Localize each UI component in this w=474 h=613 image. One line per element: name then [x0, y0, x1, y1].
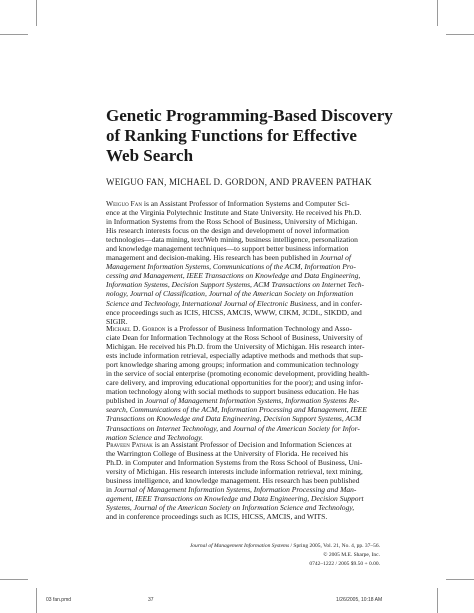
footer-page: 37: [148, 597, 154, 603]
author-name: Weiguo Fan: [106, 199, 142, 208]
title-line: of Ranking Functions for Effective: [106, 126, 357, 145]
journal-name: Journal of Management Information Systems: [189, 543, 290, 549]
crop-mark-top-right-horizontal: [446, 34, 474, 35]
crop-mark-bottom-left-horizontal: [0, 579, 28, 580]
author-bio-fan: Weiguo Fan is an Assistant Professor of Information Systems and Computer Sci- ence at the Virginia Polytechnic Institute and State University. He received his Ph.D. in Information Systems from the Ross School of Business, University of Michigan. His research interests focus on the design and development of novel information technologies—data mining, text/Web mining, business intelligence, personalization and knowledge management techniques—to support better business information management and decision-making. His research has been published in Journal of Management Information Systems, Communications of the ACM, Information Pro- cessing and Management, IEEE Transactions on Knowledge and Data Engineering, Information Systems, Decision Support Systems, ACM Transactions on Internet Tech- nology, Journal of Classification, Journal of the American Society on Information Science and Technology, International Journal of Electronic Business, and in confer- ence proceedings such as ICIS, HICSS, AMCIS, WWW, CIKM, JCDL, SIKDD, and SIGIR.: [106, 199, 365, 326]
title-line: Genetic Programming-Based Discovery: [106, 106, 393, 125]
crop-mark-top-left-vertical: [36, 0, 37, 26]
author-name: Praveen Pathak: [106, 440, 153, 449]
crop-mark-top-right-vertical: [437, 0, 438, 26]
crop-mark-bottom-right-horizontal: [446, 579, 474, 580]
crop-mark-bottom-right-vertical: [437, 588, 438, 613]
journal-info: Journal of Management Information Systems / Spring 2005, Vol. 21, No. 4, pp. 37–56. © 2005 M.E. Sharpe, Inc. 0742–1222 / 2005 $9.50 + 0.00.: [170, 542, 380, 569]
author-name: Michael D. Gordon: [106, 324, 166, 333]
footer-date: 1/26/2005, 10:18 AM: [336, 597, 383, 603]
author-bio-pathak: Praveen Pathak is an Assistant Professor of Decision and Information Sciences at the Warrington College of Business at the University of Florida. He received his Ph.D. in Computer and Information Systems from the Ross School of Business, Uni- versity of Michigan. His research interests include information retrieval, text mining, business intelligence, and knowledge management. His research has been published in Journal of Management Information Systems, Information Processing and Man- agement, IEEE Transactions on Knowledge and Data Engineering, Decision Support Systems, Journal of the American Society on Information Science and Technology, and in conference proceedings such as ICIS, HICSS, AMCIS, and WITS.: [106, 440, 364, 522]
crop-mark-top-left-horizontal: [0, 34, 28, 35]
footer-file: 03 fan.pmd: [46, 597, 72, 603]
issn: 0742–1222 / 2005 $9.50 + 0.00.: [309, 561, 380, 567]
title-line: Web Search: [106, 146, 194, 165]
copyright: © 2005 M.E. Sharpe, Inc.: [323, 552, 380, 558]
author-list: WEIGUO FAN, MICHAEL D. GORDON, AND PRAVEEN PATHAK: [106, 177, 372, 187]
author-bio-gordon: Michael D. Gordon is a Professor of Business Information Technology and Asso- ciate Dean for Information Technology at the Ross School of Business, University of Michigan. He received his Ph.D. from the University of Michigan. His research inter- ests include information retrieval, especially adaptive methods and methods that sup- port knowledge sharing among groups; information and communication technology in the service of social enterprise (promoting economic development, providing health- care delivery, and improving educational opportunities for the poor); and using infor- mation technology along with social methods to support business education. He has published in Journal of Management Information Systems, Information Systems Re- search, Communications of the ACM, Information Processing and Management, IEEE Transactions on Knowledge and Data Engineering, Decision Support Systems, ACM Transactions on Internet Technology, and Journal of the American Society for Infor- mation Science and Technology.: [106, 324, 370, 442]
paper-title: [106, 106, 406, 166]
crop-mark-bottom-left-vertical: [36, 588, 37, 613]
